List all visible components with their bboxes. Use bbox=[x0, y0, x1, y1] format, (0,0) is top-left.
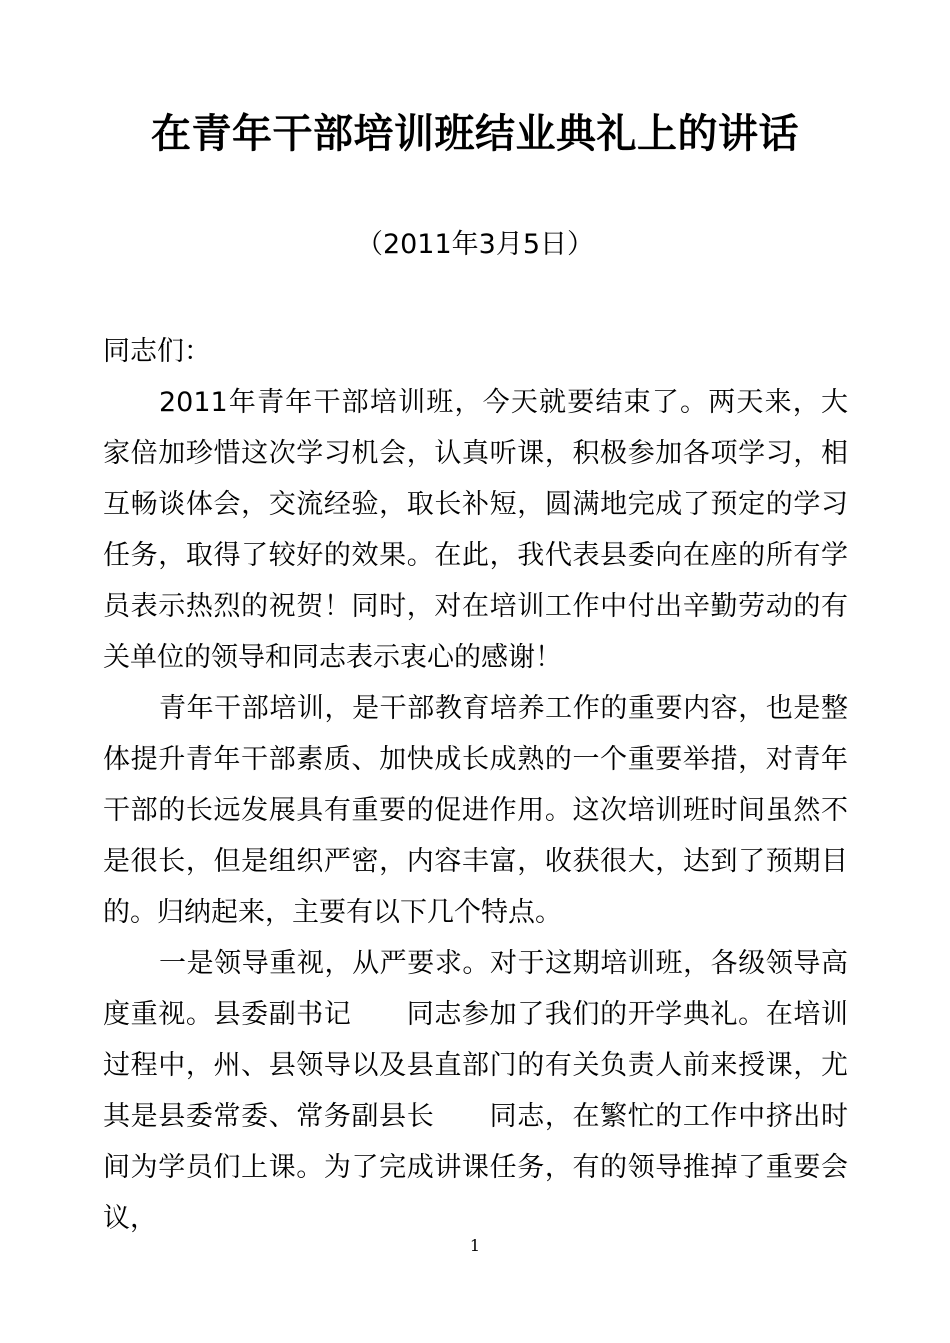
paragraph-2: 青年干部培训，是干部教育培养工作的重要内容，也是整体提升青年干部素质、加快成长成熟的一个重要举措，对青年干部的长远发展具有重要的促进作用。这次培训班时间虽然不是很长，但是组织严密，内容丰富，收获很大，达到了预期目的。归纳起来，主要有以下几个特点。 bbox=[103, 693, 848, 928]
paragraph-1: 2011年青年干部培训班，今天就要结束了。两天来，大家倍加珍惜这次学习机会，认真听课，积极参加各项学习，相互畅谈体会，交流经验，取长补短，圆满地完成了预定的学习任务，取得了较好的效果。在此，我代表县委向在座的所有学员表示热烈的祝贺！同时，对在培训工作中付出辛勤劳动的有关单位的领导和同志表示衷心的感谢！ bbox=[103, 387, 848, 673]
paragraph-3: 一是领导重视，从严要求。对于这期培训班，各级领导高度重视。县委副书记 同志参加了我们的开学典礼。在培训过程中，州、县领导以及县直部门的有关负责人前来授课，尤其是县委常委、常务副县长 同志，在繁忙的工作中挤出时间为学员们上课。为了完成讲课任务，有的领导推掉了重要会议， bbox=[103, 948, 848, 1234]
greeting: 同志们： bbox=[103, 336, 211, 367]
document-title: 在青年干部培训班结业典礼上的讲话 bbox=[151, 110, 799, 157]
speech-body bbox=[103, 326, 848, 1244]
speech-date: （2011年3月5日） bbox=[355, 229, 595, 260]
page-number: 1 bbox=[469, 1236, 481, 1255]
